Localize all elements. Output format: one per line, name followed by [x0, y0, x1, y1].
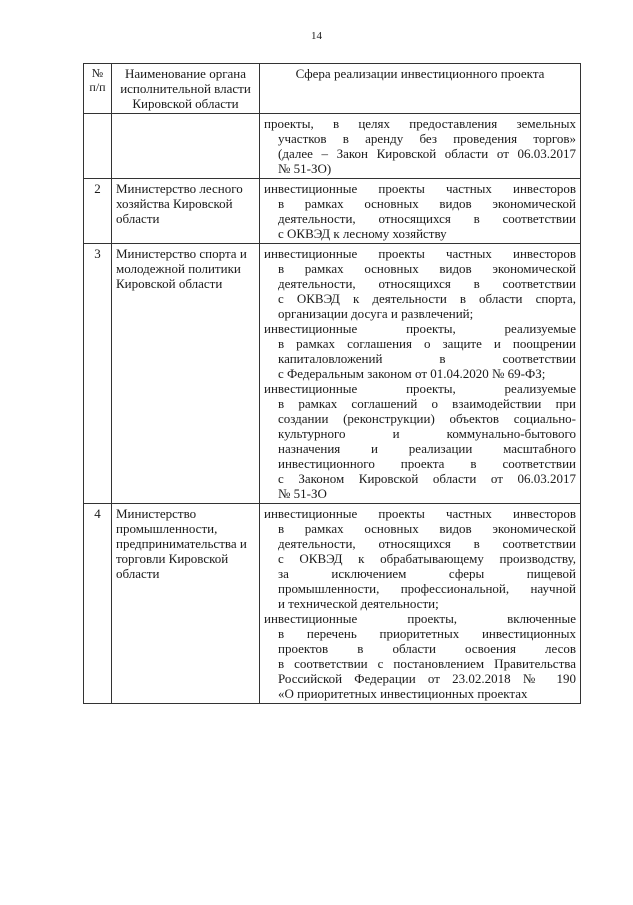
sphere-line: № 51-ЗО	[278, 486, 327, 501]
sphere-line: инвестиционные проекты, реализуемые	[264, 381, 576, 396]
sphere-line: и технической деятельности;	[278, 596, 439, 611]
row-number: 2	[84, 179, 112, 244]
sphere-line: с Федеральным законом от 01.04.2020 № 69-ФЗ;	[278, 366, 546, 381]
sphere-line: назначения и реализации масштабного	[278, 441, 576, 456]
sphere-line: Российской Федерации от 23.02.2018 № 190	[278, 671, 576, 686]
sphere-line: «О приоритетных инвестиционных проектах	[278, 686, 528, 701]
sphere-line: проектов в области освоения лесов	[278, 641, 576, 656]
sphere-line: с ОКВЭД к лесному хозяйству	[278, 226, 447, 241]
table-row	[84, 504, 581, 704]
sphere-line: в рамках основных видов экономической	[278, 521, 576, 536]
sphere-line: с ОКВЭД к деятельности в области спорта,	[278, 291, 576, 306]
table-row	[84, 179, 581, 244]
row-number	[84, 114, 112, 179]
sphere-line: инвестиционные проекты частных инвесторов	[264, 246, 576, 261]
project-sphere-cell	[260, 504, 581, 704]
organ-name-cell	[112, 114, 260, 179]
sphere-line: в соответствии с постановлением Правительства	[278, 656, 576, 671]
sphere-line: № 51-ЗО)	[278, 161, 332, 176]
project-sphere-cell	[260, 244, 581, 504]
investment-sphere-table	[83, 63, 581, 704]
sphere-line: инвестиционного проекта в соответствии	[278, 456, 576, 471]
sphere-line: (далее – Закон Кировской области от 06.03.2017	[278, 146, 576, 161]
row-number: 3	[84, 244, 112, 504]
table-row	[84, 114, 581, 179]
project-sphere-cell	[260, 114, 581, 179]
sphere-line: капиталовложений в соответствии	[278, 351, 576, 366]
sphere-line: инвестиционные проекты, включенные	[264, 611, 576, 626]
sphere-line: в рамках основных видов экономической	[278, 261, 576, 276]
sphere-line: в рамках соглашения о защите и поощрении	[278, 336, 576, 351]
table-header-row	[84, 64, 581, 114]
sphere-line: промышленности, профессиональной, научной	[278, 581, 576, 596]
sphere-line: создании (реконструкции) объектов социально-	[278, 411, 576, 426]
header-project-sphere: Сфера реализации инвестиционного проекта	[260, 64, 581, 114]
sphere-line: инвестиционные проекты, реализуемые	[264, 321, 576, 336]
sphere-line: организации досуга и развлечений;	[278, 306, 474, 321]
sphere-line: деятельности, относящихся в соответствии	[278, 536, 576, 551]
row-number: 4	[84, 504, 112, 704]
page-number: 14	[311, 30, 322, 42]
sphere-line: деятельности, относящихся в соответствии	[278, 211, 576, 226]
project-sphere-cell	[260, 179, 581, 244]
sphere-line: в рамках основных видов экономической	[278, 196, 576, 211]
sphere-line: за исключением сферы пищевой	[278, 566, 576, 581]
header-organ-name: Наименование органа исполнительной власти Кировской области	[112, 64, 260, 114]
header-number: № п/п	[84, 64, 112, 114]
sphere-line: инвестиционные проекты частных инвесторов	[264, 506, 576, 521]
sphere-line: деятельности, относящихся в соответствии	[278, 276, 576, 291]
organ-name-cell: Министерство спорта и молодежной политики Кировской области	[112, 244, 260, 504]
sphere-line: инвестиционные проекты частных инвесторов	[264, 181, 576, 196]
sphere-line: в рамках соглашений о взаимодействии при	[278, 396, 576, 411]
sphere-line: с ОКВЭД к обрабатывающему производству,	[278, 551, 576, 566]
sphere-line: с Законом Кировской области от 06.03.2017	[278, 471, 576, 486]
sphere-line: в перечень приоритетных инвестиционных	[278, 626, 576, 641]
sphere-line: культурного и коммунально-бытового	[278, 426, 576, 441]
organ-name-cell: Министерство лесного хозяйства Кировской области	[112, 179, 260, 244]
sphere-line: участков в аренду без проведения торгов»	[278, 131, 576, 146]
table-row	[84, 244, 581, 504]
organ-name-cell: Министерство промышленности, предпринимательства и торговли Кировской области	[112, 504, 260, 704]
sphere-line: проекты, в целях предоставления земельных	[264, 116, 576, 131]
